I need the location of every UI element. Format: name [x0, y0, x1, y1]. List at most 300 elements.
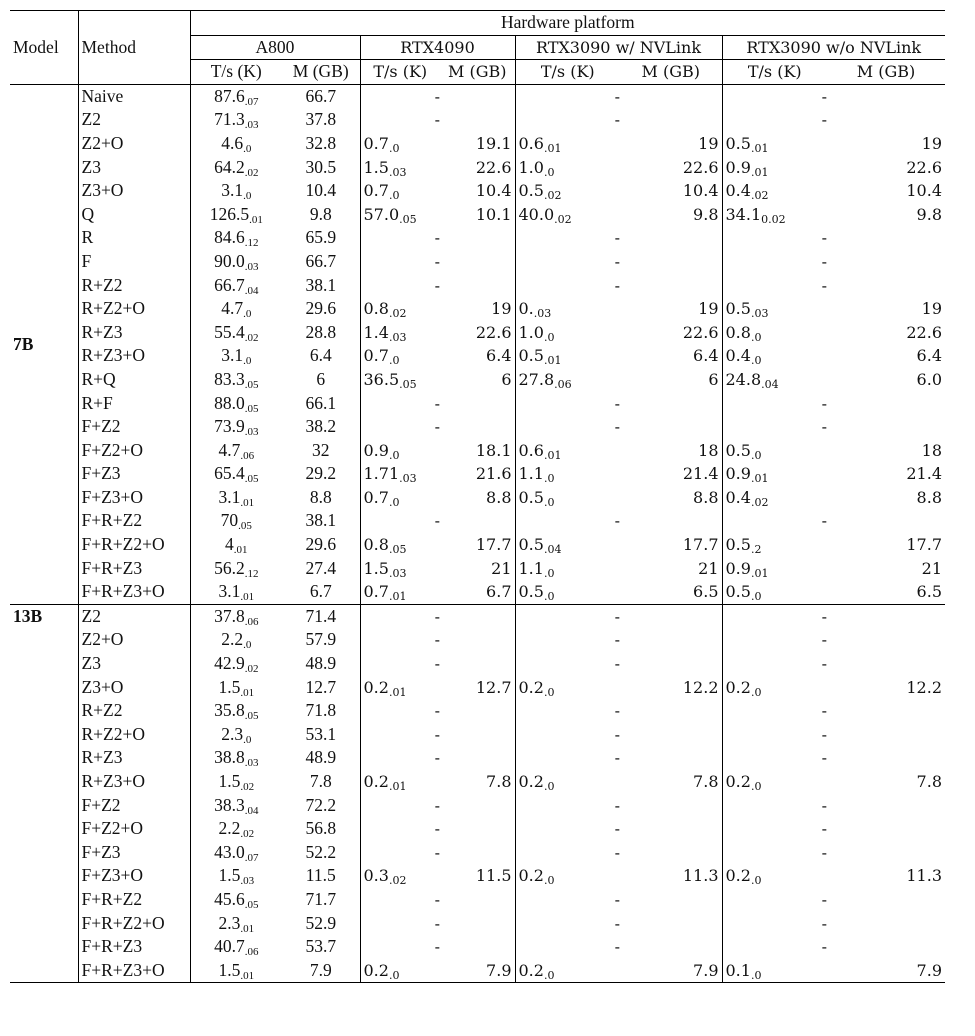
throughput-cell: - — [821, 228, 827, 248]
memory-cell: 52.2 — [282, 841, 360, 865]
memory-cell: 9.8 — [282, 203, 360, 227]
memory-cell — [827, 912, 945, 936]
throughput-cell: $0.2_{.0}$ — [518, 866, 555, 888]
method-cell: F+R+Z3+O — [78, 959, 190, 983]
method-cell: F+Z3 — [78, 841, 190, 865]
throughput-cell: $0.7_{.0}$ — [363, 133, 400, 155]
memory-cell: 7.9 — [282, 959, 360, 983]
memory-cell: 9.8 — [620, 203, 722, 227]
memory-cell — [827, 250, 945, 274]
memory-cell: 48.9 — [282, 746, 360, 770]
throughput-cell: - — [821, 511, 827, 531]
results-table — [10, 10, 945, 983]
memory-cell: 32.8 — [282, 132, 360, 156]
memory-cell: 19 — [921, 299, 942, 319]
throughput-cell: $38.3_{.04}$ — [214, 794, 259, 817]
throughput-cell: $1.4_{.03}$ — [363, 322, 407, 344]
table-row — [10, 959, 945, 983]
method-cell: R+Z2+O — [78, 723, 190, 747]
throughput-cell: - — [614, 110, 620, 130]
memory-cell — [440, 912, 515, 936]
memory-cell — [620, 912, 722, 936]
method-cell: F+R+Z2+O — [78, 912, 190, 936]
memory-cell — [827, 723, 945, 747]
table-row — [10, 368, 945, 392]
memory-cell: 8.8 — [440, 486, 515, 510]
ts-header: T/s (K) — [722, 60, 827, 85]
throughput-cell: $0.8_{.05}$ — [363, 535, 407, 557]
memory-cell — [827, 509, 945, 533]
throughput-cell: $0.7_{.01}$ — [363, 582, 407, 604]
throughput-cell: $3.1_{.0}$ — [221, 345, 252, 368]
throughput-cell: - — [821, 417, 827, 437]
throughput-cell: - — [821, 606, 827, 626]
throughput-cell: $0.9_{.0}$ — [363, 440, 400, 462]
memory-cell: 6.7 — [440, 580, 515, 604]
memory-cell — [440, 652, 515, 676]
memory-cell: 48.9 — [282, 652, 360, 676]
method-cell: F+Z2 — [78, 794, 190, 818]
throughput-cell: $0.2_{.01}$ — [363, 677, 407, 699]
throughput-cell: $40.7_{.06}$ — [214, 936, 259, 959]
memory-cell: 18 — [921, 440, 942, 460]
throughput-cell: $0.5_{.0}$ — [725, 582, 762, 604]
memory-cell: 71.7 — [282, 888, 360, 912]
memory-cell: 53.1 — [282, 723, 360, 747]
method-cell: R — [78, 226, 190, 250]
throughput-cell: - — [614, 748, 620, 768]
throughput-cell: - — [614, 393, 620, 413]
memory-cell: 10.4 — [620, 179, 722, 203]
memory-cell — [827, 841, 945, 865]
memory-cell: 18.1 — [440, 439, 515, 463]
table-row — [10, 841, 945, 865]
memory-cell: 12.7 — [282, 676, 360, 700]
memory-cell: 19 — [620, 132, 722, 156]
throughput-cell: $2.3_{.0}$ — [221, 723, 252, 746]
memory-cell: 11.5 — [282, 864, 360, 888]
table-row — [10, 226, 945, 250]
throughput-cell: - — [614, 606, 620, 626]
memory-cell — [827, 794, 945, 818]
throughput-cell: $1.5_{.01}$ — [218, 959, 255, 982]
memory-cell: 57.9 — [282, 628, 360, 652]
memory-cell: 6.4 — [916, 346, 942, 366]
memory-cell: 6 — [620, 368, 722, 392]
throughput-cell: $4.7_{.0}$ — [221, 298, 252, 321]
memory-cell — [440, 108, 515, 132]
memory-cell: 12.2 — [906, 677, 942, 697]
table-row — [10, 864, 945, 888]
model-header: Model — [10, 11, 78, 85]
table-row — [10, 794, 945, 818]
memory-cell: 7.9 — [440, 959, 515, 983]
ts-header: T/s (K) — [515, 60, 620, 85]
memory-cell: 6.4 — [440, 344, 515, 368]
memory-cell — [620, 226, 722, 250]
method-cell: F+R+Z2 — [78, 888, 190, 912]
memory-cell: 12.7 — [440, 676, 515, 700]
method-cell: Z3 — [78, 156, 190, 180]
method-cell: R+Z3+O — [78, 770, 190, 794]
throughput-cell: $1.71_{.03}$ — [363, 464, 417, 486]
table-row — [10, 628, 945, 652]
method-cell: R+Z2+O — [78, 297, 190, 321]
throughput-cell: $0.1_{.0}$ — [725, 960, 762, 982]
model-cell: 7B — [10, 84, 78, 604]
memory-cell — [827, 415, 945, 439]
throughput-cell: - — [821, 275, 827, 295]
memory-cell — [620, 415, 722, 439]
throughput-cell: - — [614, 701, 620, 721]
memory-cell — [620, 84, 722, 108]
memory-cell: 6 — [282, 368, 360, 392]
memory-cell: 11.3 — [620, 864, 722, 888]
throughput-cell: $64.2_{.02}$ — [214, 156, 259, 179]
memory-cell — [440, 817, 515, 841]
table-row — [10, 888, 945, 912]
memory-cell: 72.2 — [282, 794, 360, 818]
memory-cell: 22.6 — [620, 156, 722, 180]
table-row — [10, 557, 945, 581]
memory-cell: 6.4 — [620, 344, 722, 368]
throughput-cell: - — [434, 630, 440, 650]
table-row — [10, 439, 945, 463]
memory-cell: 21 — [440, 557, 515, 581]
throughput-cell: $90.0_{.03}$ — [214, 250, 259, 273]
memory-cell: 66.7 — [282, 250, 360, 274]
throughput-cell: - — [821, 795, 827, 815]
memory-cell — [620, 841, 722, 865]
method-cell: F+R+Z3 — [78, 935, 190, 959]
memory-cell — [827, 699, 945, 723]
memory-cell — [440, 723, 515, 747]
memory-cell: 19 — [440, 297, 515, 321]
throughput-cell: $87.6_{.07}$ — [214, 85, 259, 108]
table-row — [10, 297, 945, 321]
throughput-cell: $0.2_{.0}$ — [725, 772, 762, 793]
memory-cell: 21.6 — [440, 462, 515, 486]
table-row — [10, 415, 945, 439]
memory-cell: 8.8 — [620, 486, 722, 510]
throughput-cell: $0.5_{.0}$ — [725, 440, 762, 462]
memory-cell: 19 — [620, 297, 722, 321]
throughput-cell: - — [821, 86, 827, 106]
memory-cell: 6.7 — [282, 580, 360, 604]
throughput-cell: $0.9_{.01}$ — [725, 558, 769, 580]
throughput-cell: $0.5_{.03}$ — [725, 299, 769, 321]
memory-cell: 10.4 — [282, 179, 360, 203]
memory-cell: 17.7 — [906, 535, 942, 555]
memory-cell — [620, 888, 722, 912]
method-cell: Z2+O — [78, 628, 190, 652]
memory-cell — [620, 723, 722, 747]
table-row — [10, 770, 945, 794]
method-cell: F+Z3+O — [78, 486, 190, 510]
throughput-cell: $0.2_{.0}$ — [518, 960, 555, 982]
throughput-cell: $42.9_{.02}$ — [214, 653, 259, 676]
method-cell: F+Z2+O — [78, 439, 190, 463]
mem-header: M (GB) — [620, 60, 722, 85]
method-cell: F+R+Z2+O — [78, 533, 190, 557]
table-row — [10, 912, 945, 936]
memory-cell: 56.8 — [282, 817, 360, 841]
memory-cell: 11.5 — [440, 864, 515, 888]
throughput-cell: - — [434, 748, 440, 768]
throughput-cell: - — [821, 913, 827, 933]
throughput-cell: $0.2_{.0}$ — [363, 960, 400, 982]
throughput-cell: - — [434, 228, 440, 248]
throughput-cell: - — [614, 511, 620, 531]
method-cell: R+Z3 — [78, 321, 190, 345]
throughput-cell: - — [614, 86, 620, 106]
memory-cell: 19 — [921, 133, 942, 153]
throughput-cell: - — [434, 275, 440, 295]
throughput-cell: $0.4_{.02}$ — [725, 487, 769, 509]
memory-cell: 29.6 — [282, 533, 360, 557]
memory-cell: 6.0 — [916, 369, 942, 389]
memory-cell: 22.6 — [440, 156, 515, 180]
table-row — [10, 462, 945, 486]
throughput-cell: $38.8_{.03}$ — [214, 747, 259, 770]
throughput-cell: $24.8_{.04}$ — [725, 369, 779, 391]
throughput-cell: $0._{.03}$ — [518, 299, 552, 321]
throughput-cell: $1.0_{.0}$ — [518, 157, 555, 179]
throughput-cell: - — [434, 511, 440, 531]
memory-cell — [440, 274, 515, 298]
platform-rtx3090-nvlink-header: RTX3090 w/ NVLink — [515, 35, 722, 60]
memory-cell: 22.6 — [906, 157, 942, 177]
memory-cell: 8.8 — [916, 487, 942, 507]
method-cell: Z2 — [78, 604, 190, 628]
throughput-cell: $0.5_{.0}$ — [518, 582, 555, 604]
method-cell: F — [78, 250, 190, 274]
memory-cell — [827, 108, 945, 132]
throughput-cell: $1.5_{.03}$ — [363, 157, 407, 179]
throughput-cell: - — [614, 630, 620, 650]
table-row — [10, 203, 945, 227]
memory-cell: 10.1 — [440, 203, 515, 227]
throughput-cell: $71.3_{.03}$ — [214, 109, 259, 132]
table-row — [10, 676, 945, 700]
throughput-cell: - — [434, 417, 440, 437]
method-cell: F+Z3+O — [78, 864, 190, 888]
throughput-cell: $0.9_{.01}$ — [725, 464, 769, 486]
table-row — [10, 132, 945, 156]
throughput-cell: - — [821, 889, 827, 909]
method-cell: R+F — [78, 392, 190, 416]
throughput-cell: - — [614, 842, 620, 862]
throughput-cell: $126.5_{.01}$ — [209, 203, 263, 226]
throughput-cell: $0.2_{.0}$ — [518, 772, 555, 793]
throughput-cell: - — [821, 819, 827, 839]
table-row — [10, 321, 945, 345]
memory-cell: 29.6 — [282, 297, 360, 321]
memory-cell: 38.1 — [282, 274, 360, 298]
ts-header: T/s (K) — [360, 60, 440, 85]
table-row — [10, 746, 945, 770]
memory-cell: 7.8 — [282, 770, 360, 794]
method-cell: R+Q — [78, 368, 190, 392]
throughput-cell: $66.7_{.04}$ — [214, 274, 259, 297]
memory-cell: 17.7 — [440, 533, 515, 557]
table-row — [10, 156, 945, 180]
method-cell: Z3+O — [78, 179, 190, 203]
memory-cell — [440, 746, 515, 770]
throughput-cell: - — [434, 251, 440, 271]
throughput-cell: $27.8_{.06}$ — [518, 369, 572, 391]
memory-cell: 8.8 — [282, 486, 360, 510]
throughput-cell: $1.1_{.0}$ — [518, 464, 555, 486]
throughput-cell: - — [614, 724, 620, 744]
throughput-cell: - — [614, 913, 620, 933]
memory-cell: 21.4 — [620, 462, 722, 486]
memory-cell: 7.8 — [916, 772, 942, 791]
memory-cell: 19.1 — [440, 132, 515, 156]
memory-cell: 12.2 — [620, 676, 722, 700]
memory-cell — [440, 415, 515, 439]
table-row — [10, 699, 945, 723]
memory-cell: 10.4 — [440, 179, 515, 203]
memory-cell: 7.8 — [440, 770, 515, 794]
memory-cell — [440, 841, 515, 865]
memory-cell — [440, 794, 515, 818]
throughput-cell: - — [434, 889, 440, 909]
method-cell: R+Z2 — [78, 699, 190, 723]
ts-header: T/s (K) — [190, 60, 282, 85]
memory-cell — [827, 888, 945, 912]
table-row — [10, 486, 945, 510]
table-row — [10, 179, 945, 203]
method-cell: F+Z3 — [78, 462, 190, 486]
throughput-cell: - — [821, 630, 827, 650]
platform-rtx3090-no-nvlink-header: RTX3090 w/o NVLink — [722, 35, 945, 60]
throughput-cell: - — [434, 701, 440, 721]
mem-header: M (GB) — [827, 60, 945, 85]
memory-cell: 32 — [282, 439, 360, 463]
memory-cell — [440, 699, 515, 723]
throughput-cell: - — [614, 417, 620, 437]
memory-cell: 7.8 — [620, 770, 722, 794]
table-row — [10, 817, 945, 841]
throughput-cell: - — [614, 889, 620, 909]
memory-cell: 30.5 — [282, 156, 360, 180]
memory-cell — [620, 794, 722, 818]
hardware-platform-header: Hardware platform — [190, 11, 945, 36]
table-row — [10, 108, 945, 132]
memory-cell — [620, 699, 722, 723]
throughput-cell: $35.8_{.05}$ — [214, 700, 259, 723]
method-cell: Z3+O — [78, 676, 190, 700]
table-row — [10, 344, 945, 368]
throughput-cell: $0.3_{.02}$ — [363, 866, 407, 888]
throughput-cell: - — [434, 842, 440, 862]
memory-cell — [827, 628, 945, 652]
memory-cell — [440, 226, 515, 250]
table-row — [10, 604, 945, 628]
throughput-cell: $2.3_{.01}$ — [218, 912, 255, 935]
throughput-cell: - — [434, 86, 440, 106]
throughput-cell: - — [821, 110, 827, 130]
throughput-cell: $0.7_{.0}$ — [363, 346, 400, 368]
table-row — [10, 533, 945, 557]
throughput-cell: $0.5_{.02}$ — [518, 181, 562, 203]
method-header: Method — [78, 11, 190, 85]
throughput-cell: $40.0_{.02}$ — [518, 204, 572, 226]
throughput-cell: $73.9_{.03}$ — [214, 416, 259, 439]
memory-cell — [827, 84, 945, 108]
throughput-cell: $45.6_{.05}$ — [214, 888, 259, 911]
memory-cell — [827, 392, 945, 416]
memory-cell — [440, 628, 515, 652]
method-cell: R+Z2 — [78, 274, 190, 298]
throughput-cell: $37.8_{.06}$ — [214, 605, 259, 628]
throughput-cell: $43.0_{.07}$ — [214, 841, 259, 864]
table-row — [10, 935, 945, 959]
memory-cell — [620, 628, 722, 652]
throughput-cell: $34.1_{0.02}$ — [725, 204, 786, 226]
memory-cell — [620, 250, 722, 274]
memory-cell — [827, 935, 945, 959]
memory-cell — [440, 509, 515, 533]
throughput-cell: $36.5_{.05}$ — [363, 369, 417, 391]
method-cell: Q — [78, 203, 190, 227]
throughput-cell: $1.0_{.0}$ — [518, 322, 555, 344]
throughput-cell: - — [821, 937, 827, 957]
throughput-cell: $0.6_{.01}$ — [518, 440, 562, 462]
throughput-cell: $3.1_{.0}$ — [221, 180, 252, 203]
throughput-cell: - — [434, 393, 440, 413]
method-cell: Z3 — [78, 652, 190, 676]
model-cell: 13B — [10, 604, 78, 983]
method-cell: Z2 — [78, 108, 190, 132]
memory-cell — [620, 509, 722, 533]
throughput-cell: - — [434, 654, 440, 674]
throughput-cell: $3.1_{.01}$ — [218, 486, 255, 509]
throughput-cell: - — [821, 393, 827, 413]
throughput-cell: $2.2_{.02}$ — [218, 818, 255, 841]
throughput-cell: $0.5_{.2}$ — [725, 535, 762, 557]
mem-header: M (GB) — [282, 60, 360, 85]
throughput-cell: $1.5_{.01}$ — [218, 676, 255, 699]
memory-cell: 21 — [620, 557, 722, 581]
memory-cell — [827, 652, 945, 676]
throughput-cell: $1.1_{.0}$ — [518, 558, 555, 580]
throughput-cell: $2.2_{.0}$ — [221, 629, 252, 652]
throughput-cell: - — [434, 819, 440, 839]
memory-cell — [620, 392, 722, 416]
memory-cell: 65.9 — [282, 226, 360, 250]
memory-cell — [440, 935, 515, 959]
memory-cell: 18 — [620, 439, 722, 463]
table-row — [10, 274, 945, 298]
throughput-cell: $55.4_{.02}$ — [214, 321, 259, 344]
throughput-cell: - — [821, 654, 827, 674]
memory-cell: 66.7 — [282, 84, 360, 108]
throughput-cell: - — [614, 251, 620, 271]
memory-cell: 6.5 — [916, 582, 942, 602]
throughput-cell: $0.8_{.0}$ — [725, 322, 762, 344]
throughput-cell: $0.2_{.01}$ — [363, 772, 407, 793]
throughput-cell: $65.4_{.05}$ — [214, 463, 259, 486]
throughput-cell: $0.5_{.01}$ — [518, 346, 562, 368]
memory-cell — [827, 817, 945, 841]
throughput-cell: - — [821, 701, 827, 721]
memory-cell — [440, 392, 515, 416]
method-cell: Z2+O — [78, 132, 190, 156]
memory-cell: 10.4 — [906, 181, 942, 201]
throughput-cell: - — [614, 654, 620, 674]
